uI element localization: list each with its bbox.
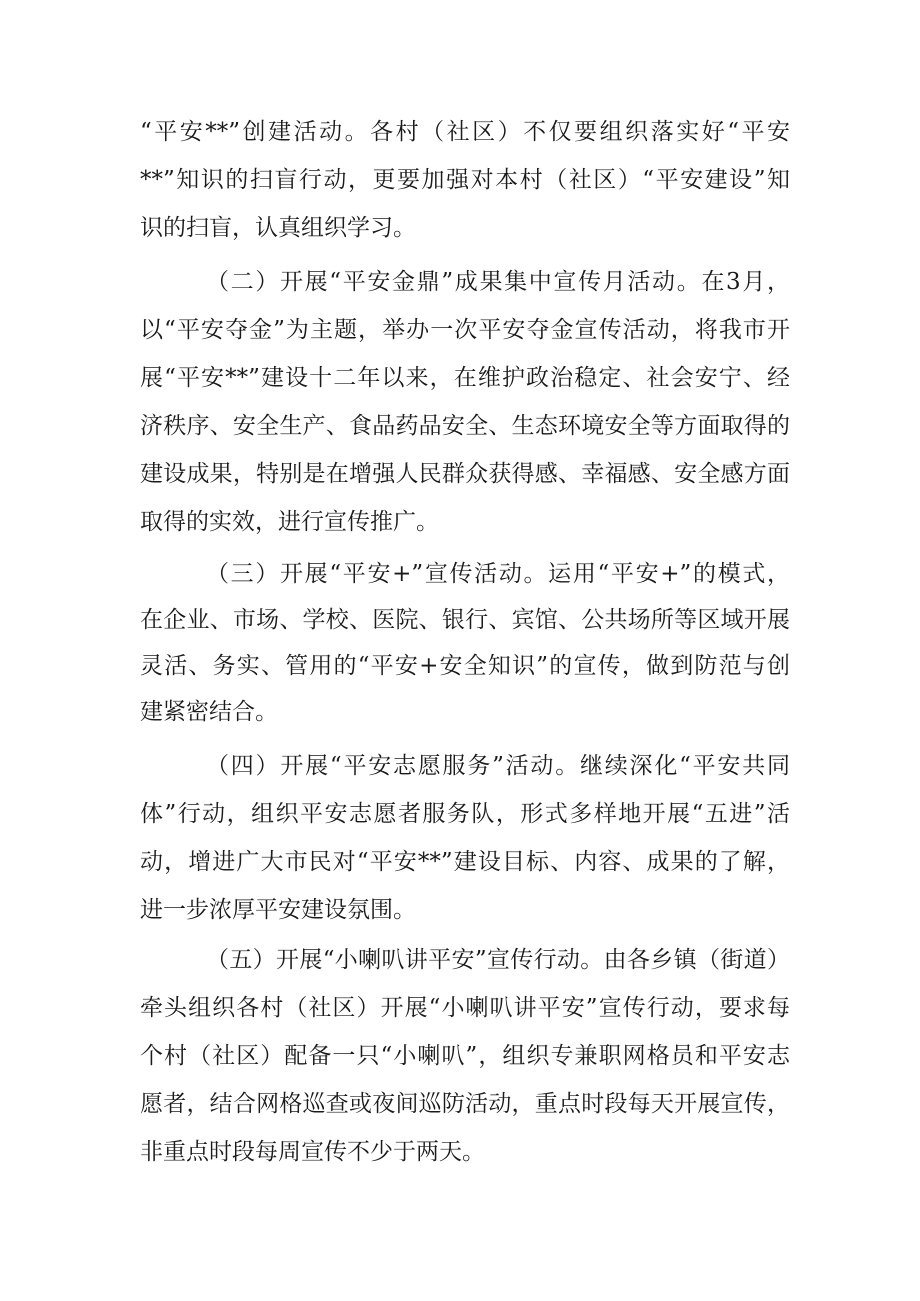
paragraph-1-line-4: 济秩序、安全生产、食品药品安全、生态环境安全等方面取得的 [140, 413, 790, 439]
paragraph-0-line-1: “平安**”创建活动。各村（社区）不仅要组织落实好“平安 [140, 119, 790, 145]
paragraph-2-line-3: 灵活、务实、管用的“平安+安全知识”的宣传，做到防范与创 [140, 653, 790, 679]
paragraph-1-line-2: 以“平安夺金”为主题，举办一次平安夺金宣传活动，将我市开 [140, 317, 790, 343]
paragraph-1-line-5: 建设成果，特别是在增强人民群众获得感、幸福感、安全感方面 [140, 461, 790, 487]
paragraph-1-line-3: 展“平安**”建设十二年以来，在维护政治稳定、社会安宁、经 [140, 365, 790, 391]
paragraph-2-line-1: （三）开展“平安+”宣传活动。运用“平安+”的模式， [206, 561, 790, 587]
paragraph-1-line-1: （二）开展“平安金鼎”成果集中宣传月活动。在3月， [206, 269, 790, 295]
paragraph-0-line-3: 识的扫盲，认真组织学习。 [140, 215, 416, 241]
paragraph-2-line-2: 在企业、市场、学校、医院、银行、宾馆、公共场所等区域开展 [140, 607, 790, 633]
paragraph-3-line-2: 体”行动，组织平安志愿者服务队，形式多样地开展“五进”活 [140, 801, 790, 827]
paragraph-4-line-1: （五）开展“小喇叭讲平安”宣传行动。由各乡镇（街道） [206, 947, 790, 973]
paragraph-2-line-4: 建紧密结合。 [140, 699, 278, 725]
paragraph-1-line-6: 取得的实效，进行宣传推广。 [140, 509, 439, 535]
paragraph-4-line-4: 愿者，结合网格巡查或夜间巡防活动，重点时段每天开展宣传， [140, 1091, 790, 1117]
paragraph-0-line-2: **”知识的扫盲行动，更要加强对本村（社区）“平安建设”知 [140, 167, 790, 193]
paragraph-3-line-4: 进一步浓厚平安建设氛围。 [140, 897, 416, 923]
paragraph-3-line-3: 动，增进广大市民对“平安**”建设目标、内容、成果的了解， [140, 849, 790, 875]
paragraph-4-line-5: 非重点时段每周宣传不少于两天。 [140, 1139, 485, 1165]
paragraph-4-line-2: 牵头组织各村（社区）开展“小喇叭讲平安”宣传行动，要求每 [140, 995, 790, 1021]
paragraph-4-line-3: 个村（社区）配备一只“小喇叭”，组织专兼职网格员和平安志 [140, 1043, 790, 1069]
paragraph-3-line-1: （四）开展“平安志愿服务”活动。继续深化“平安共同 [206, 753, 790, 779]
